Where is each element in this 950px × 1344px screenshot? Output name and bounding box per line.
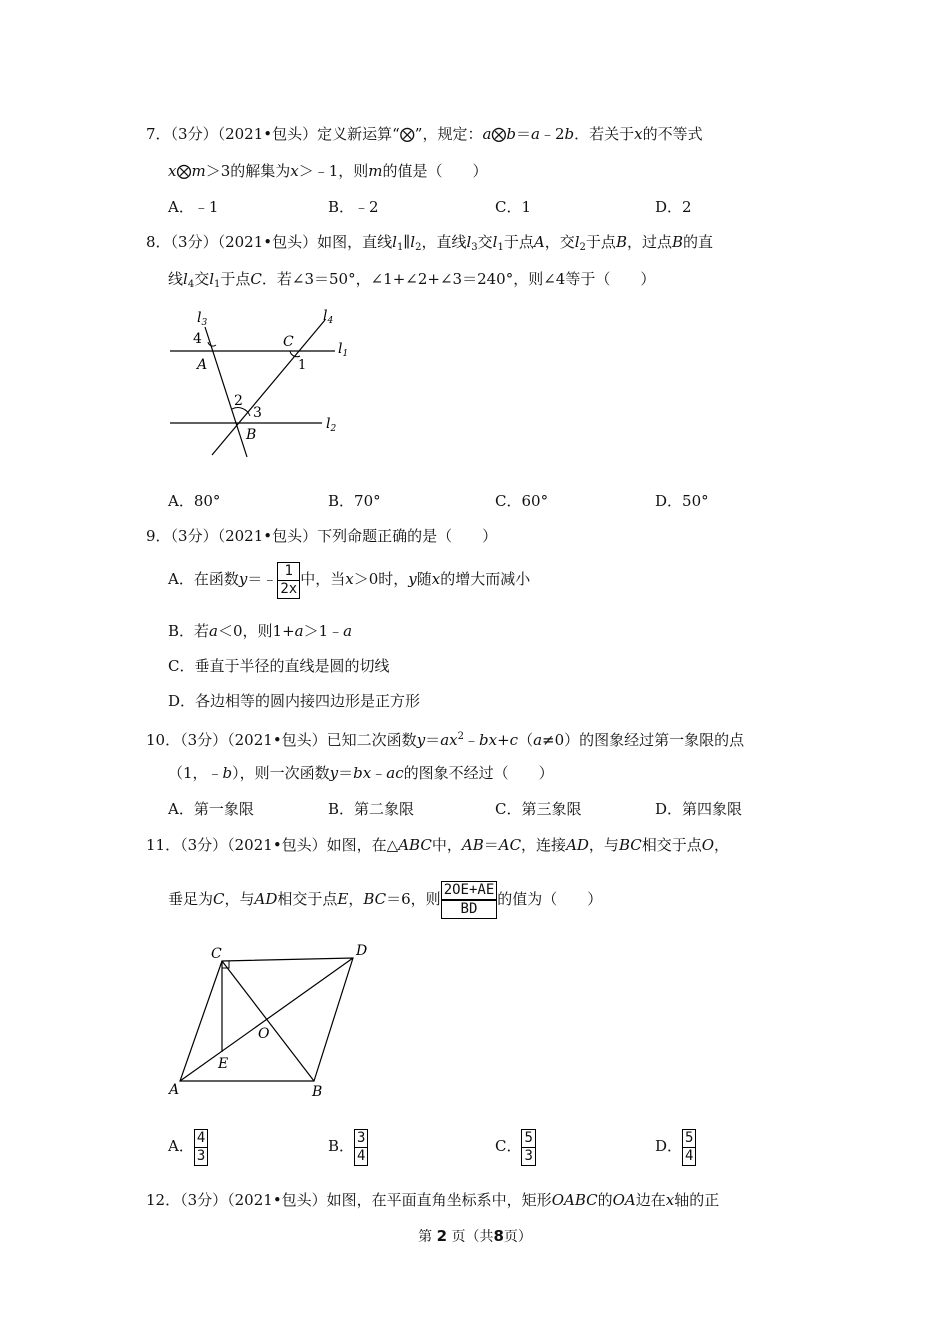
- segment-cb: [222, 961, 314, 1081]
- q9-number: 9．: [146, 527, 171, 545]
- q10-option-c[interactable]: C．第三象限: [495, 800, 582, 818]
- q11-number: 11．: [146, 836, 181, 854]
- q7-points: （3分）: [170, 125, 218, 143]
- q12-points: （3分）: [180, 1191, 228, 1209]
- q10-line2: （1，﹣b），则一次函数y＝bx﹣ac的图象不经过（ ）: [168, 764, 554, 782]
- label-C: C: [211, 946, 222, 962]
- q7-option-d[interactable]: D．2: [655, 198, 692, 216]
- q7-option-c[interactable]: C．1: [495, 198, 532, 216]
- label-O: O: [258, 1026, 270, 1042]
- q8-option-b[interactable]: B．70°: [328, 492, 381, 510]
- q10-points: （3分）: [180, 731, 228, 749]
- q11-option-b[interactable]: B． $\frac{3}{4}$: [328, 1126, 368, 1166]
- q7-option-a[interactable]: A．﹣1: [168, 198, 219, 216]
- q9-line1: 9．（3分）（2021•包头）下列命题正确的是（ ）: [146, 527, 498, 545]
- q8-option-c[interactable]: C．60°: [495, 492, 549, 510]
- label-4: 4: [193, 331, 202, 347]
- q12-source: （2021•包头）: [227, 1191, 327, 1209]
- label-B: B: [246, 427, 257, 443]
- q10-source: （2021•包头）: [227, 731, 327, 749]
- label-l4: $l_4$: [323, 308, 334, 326]
- q9-points: （3分）: [170, 527, 218, 545]
- q11-line1: 11．（3分）（2021•包头）如图，在△ABC中，AB＝AC，连接AD，与BC相交于点O，: [146, 836, 730, 854]
- label-D: D: [356, 943, 368, 959]
- q7-option-b[interactable]: B．﹣2: [328, 198, 379, 216]
- otimes-symbol: ⨂: [399, 125, 415, 143]
- label-2: 2: [234, 393, 243, 409]
- q7-source: （2021•包头）: [217, 125, 318, 143]
- fraction-1-over-2x: $\frac{1}{2x}$: [277, 562, 300, 599]
- label-l3: $l_3$: [197, 310, 208, 328]
- q8-points: （3分）: [170, 233, 218, 251]
- page-number: 2: [436, 1227, 447, 1245]
- q11-option-a[interactable]: A． $\frac{4}{3}$: [168, 1126, 208, 1166]
- angle-arc-4: [208, 342, 216, 346]
- q7-line1: 7．（3分）（2021•包头）定义新运算“⨂”，规定：a⨂b＝a﹣2b．若关于x的不等式: [146, 125, 703, 143]
- label-l2: $l_2$: [326, 416, 337, 434]
- q9-option-a[interactable]: A．在函数y＝﹣ $\frac{1}{2x}$ 中，当x＞0时，y随x的增大而减小: [168, 562, 531, 597]
- line-l4: [212, 320, 325, 455]
- q10-line1: 10．（3分）（2021•包头）已知二次函数$y=ax^2﹣bx+c(a\ne 0)$的图象经过第一象限的点: [146, 731, 745, 749]
- q10-number: 10．: [146, 731, 181, 749]
- q11-option-d[interactable]: D． $\frac{5}{4}$: [655, 1126, 696, 1166]
- fraction-2oe-ae-over-bd: $\frac{2OE+AE}{BD}$: [441, 881, 498, 919]
- label-C: C: [283, 334, 294, 350]
- q12-line1: 12．（3分）（2021•包头）如图，在平面直角坐标系中，矩形OABC的OA边在x轴的正: [146, 1191, 720, 1209]
- label-A: A: [197, 357, 208, 373]
- q11-option-c[interactable]: C． $\frac{5}{3}$: [495, 1126, 536, 1166]
- q10-option-b[interactable]: B．第二象限: [328, 800, 415, 818]
- q11-line2: 垂足为C，与AD相交于点E，BC＝6，则 $\frac{2OE+AE}{BD}$ 的值为（ ）: [168, 882, 603, 917]
- q9-option-b[interactable]: B．若a＜0，则1+a＞1﹣a: [168, 622, 353, 640]
- label-3: 3: [253, 405, 262, 421]
- q7-line2: x⨂m＞3的解集为x＞﹣1，则m的值是（ ）: [168, 162, 488, 180]
- label-1: 1: [298, 358, 307, 373]
- q9-source: （2021•包头）: [217, 527, 318, 545]
- label-A: A: [169, 1082, 180, 1098]
- q8-figure: [160, 300, 360, 465]
- q11-figure: [160, 940, 380, 1100]
- page-total: 8: [493, 1227, 504, 1245]
- label-E: E: [218, 1056, 229, 1072]
- q11-source: （2021•包头）: [227, 836, 327, 854]
- q8-line1: 8．（3分）（2021•包头）如图，直线$l_1\parallel l_2$，直线$l_3$交$l_1$于点A，交$l_2$于点B，过点B的直: [146, 233, 714, 253]
- q7-number: 7．: [146, 125, 171, 143]
- q8-number: 8．: [146, 233, 171, 251]
- q8-line2: 线$l_4$交$l_1$于点C．若∠3＝50°，∠1+∠2+∠3＝240°，则∠4等于（ ）: [168, 270, 656, 290]
- q11-points: （3分）: [180, 836, 228, 854]
- q10-option-a[interactable]: A．第一象限: [168, 800, 254, 818]
- q9-option-c[interactable]: C．垂直于半径的直线是圆的切线: [168, 657, 390, 675]
- page-footer: 第 2 页（共8页）: [418, 1227, 532, 1245]
- label-B: B: [312, 1084, 323, 1100]
- q8-option-a[interactable]: A．80°: [168, 492, 221, 510]
- q9-option-d[interactable]: D．各边相等的圆内接四边形是正方形: [168, 692, 421, 710]
- q8-option-d[interactable]: D．50°: [655, 492, 709, 510]
- q12-number: 12．: [146, 1191, 181, 1209]
- q10-option-d[interactable]: D．第四象限: [655, 800, 743, 818]
- label-l1: $l_1$: [338, 341, 349, 359]
- q8-source: （2021•包头）: [217, 233, 318, 251]
